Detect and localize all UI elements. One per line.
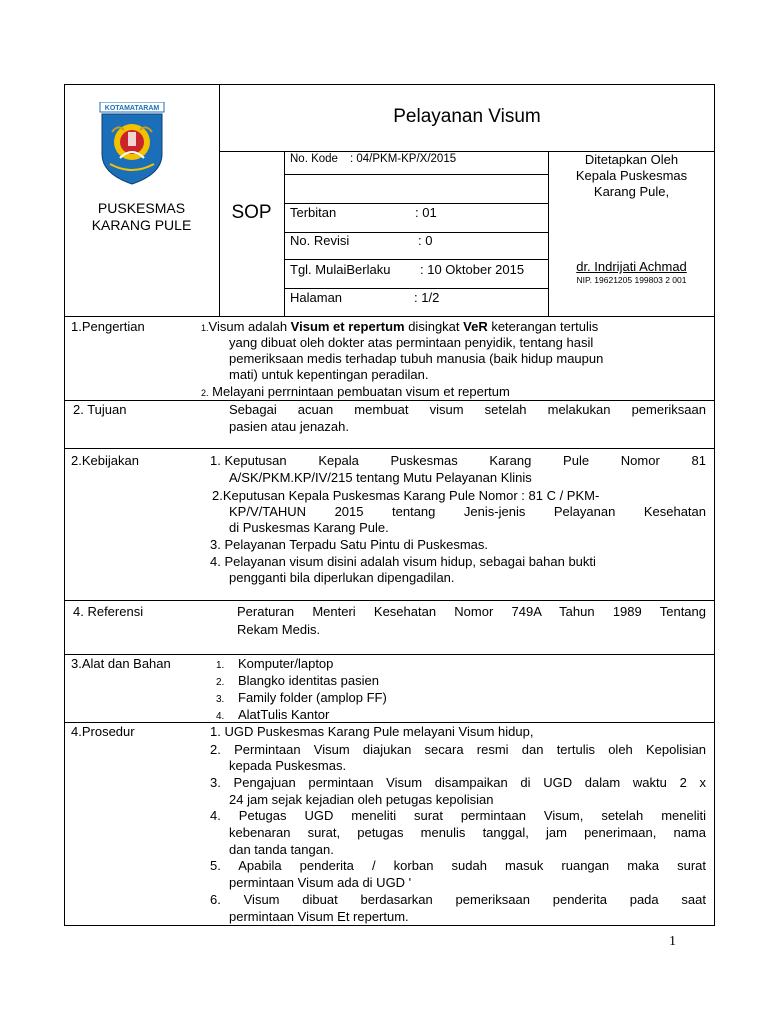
pengertian-item2: 2. Melayani perrnintaan pembuatan visum et repertum xyxy=(201,384,510,399)
ditetapkan-line1: Ditetapkan Oleh xyxy=(584,152,679,167)
tgl-value: : 10 Oktober 2015 xyxy=(420,262,525,277)
signer-nip: NIP. 19621205 199803 2 001 xyxy=(576,275,687,285)
section-label-alat: 3.Alat dan Bahan xyxy=(71,656,171,671)
kebijakan-item2-line2: KP/V/TAHUN 2015 tentang Jenis-jenis Pelayanan Kesehatan xyxy=(229,504,706,519)
section-label-referensi: 4. Referensi xyxy=(73,604,144,619)
prosedur-item3-line2: 24 jam sejak kejadian oleh petugas kepolisian xyxy=(229,792,494,807)
pengertian-item1-number: 1. xyxy=(201,323,209,333)
alat-item-text: AlatTulis Kantor xyxy=(238,707,330,722)
no-kode-value: : 04/PKM-KP/X/2015 xyxy=(350,153,457,165)
prosedur-item3-line1: 3. Pengajuan permintaan Visum disampaikan di UGD dalam waktu 2 x xyxy=(210,775,706,790)
info-row-line-5 xyxy=(284,288,549,289)
sep-tujuan xyxy=(64,448,715,449)
sop-label: SOP xyxy=(231,202,272,223)
section-label-kebijakan: 2.Kebijakan xyxy=(71,453,139,468)
prosedur-item6-line2: permintaan Visum Et repertum. xyxy=(229,909,409,924)
org-name-line1: PUSKESMAS xyxy=(97,200,186,216)
halaman-value: : 1/2 xyxy=(414,290,440,305)
alat-item: 1. xyxy=(216,660,225,671)
table-bottom-border xyxy=(64,925,715,926)
terbitan-value: : 01 xyxy=(415,205,437,220)
kebijakan-item2-line3: di Puskesmas Karang Pule. xyxy=(229,520,389,535)
page-title: Pelayanan Visum xyxy=(393,106,541,127)
table-top-border xyxy=(64,84,715,85)
prosedur-item4-line1: 4. Petugas UGD meneliti surat permintaan Visum, setelah meneliti xyxy=(210,808,706,823)
kebijakan-item3: 3. Pelayanan Terpadu Satu Pintu di Puskesmas. xyxy=(210,537,488,552)
info-row-line-1 xyxy=(284,174,549,175)
kebijakan-item4-line1: 4. Pelayanan visum disini adalah visum hidup, sebagai bahan bukti xyxy=(210,554,596,569)
pengertian-item1-line4: mati) untuk kepentingan peradilan. xyxy=(229,367,429,382)
section-label-tujuan: 2. Tujuan xyxy=(73,402,127,417)
prosedur-item6-line1: 6. Visum dibuat berdasarkan pemeriksaan penderita pada saat xyxy=(210,892,706,907)
sep-alat xyxy=(64,722,715,723)
header-bottom xyxy=(64,316,715,317)
tujuan-line1: Sebagai acuan membuat visum setelah melakukan pemeriksaan xyxy=(229,402,706,417)
revisi-label: No. Revisi xyxy=(290,233,350,248)
kebijakan-item1-line1: 1. Keputusan Kepala Puskesmas Karang Pule Nomor 81 xyxy=(210,453,706,468)
org-name-line2: KARANG PULE xyxy=(91,217,192,233)
prosedur-item4-line3: dan tanda tangan. xyxy=(229,842,334,857)
page-number: 1 xyxy=(669,934,676,949)
prosedur-item2-line2: kepada Puskesmas. xyxy=(229,758,347,773)
prosedur-item1: 1. UGD Puskesmas Karang Pule melayani Visum hidup, xyxy=(210,724,534,739)
section-label-prosedur: 4.Prosedur xyxy=(71,724,135,739)
pengertian-item1-line3: pemeriksaan medis terhadap tubuh manusia (baik hidup maupun xyxy=(229,351,604,366)
tgl-label: Tgl. MulaiBerlaku xyxy=(290,262,391,277)
table-right-border xyxy=(714,84,715,926)
no-kode-label: No. Kode xyxy=(290,153,338,165)
tujuan-line2: pasien atau jenazah. xyxy=(229,419,349,434)
prosedur-item5-line2: permintaan Visum ada di UGD ' xyxy=(229,875,412,890)
info-row-line-2 xyxy=(284,203,549,204)
prosedur-item5-line1: 5. Apabila penderita / korban sudah masuk ruangan maka surat xyxy=(210,858,706,873)
referensi-line1: Peraturan Menteri Kesehatan Nomor 749A Tahun 1989 Tentang xyxy=(237,604,706,619)
header-divider-sop xyxy=(284,151,285,316)
alat-item-text: Komputer/laptop xyxy=(238,656,334,671)
halaman-label: Halaman xyxy=(290,290,343,305)
ditetapkan-line3: Karang Pule, xyxy=(593,184,670,199)
section-label-pengertian: 1.Pengertian xyxy=(71,319,145,334)
terbitan-label: Terbitan xyxy=(290,205,337,220)
prosedur-item4-line2: kebenaran surat, petugas menulis tanggal, jam penerimaan, nama xyxy=(229,825,706,840)
kebijakan-item4-line2: pengganti bila diperlukan dipengadilan. xyxy=(229,570,455,585)
kebijakan-item2-line1: 2.Keputusan Kepala Puskesmas Karang Pule Nomor : 81 C / PKM- xyxy=(212,488,600,503)
kota-mataram-emblem-icon xyxy=(98,102,166,186)
kebijakan-item1-line2: A/SK/PKM.KP/IV/215 tentang Mutu Pelayanan Klinis xyxy=(229,470,532,485)
ditetapkan-line2: Kepala Puskesmas xyxy=(575,168,688,183)
logo xyxy=(98,102,166,186)
info-row-line-4 xyxy=(284,259,549,260)
alat-item-text: Family folder (amplop FF) xyxy=(238,690,387,705)
logo-banner-text: KOTAMATARAM xyxy=(104,105,160,112)
sep-referensi xyxy=(64,654,715,655)
alat-item: 2. xyxy=(216,677,225,688)
sep-kebijakan xyxy=(64,600,715,601)
signer-name: dr. Indrijati Achmad xyxy=(576,259,687,274)
alat-item: 4. xyxy=(216,711,225,722)
pengertian-item1-line2: yang dibuat oleh dokter atas permintaan penyidik, tentang hasil xyxy=(229,335,594,350)
alat-item-text: Blangko identitas pasien xyxy=(238,673,379,688)
pengertian-item1-line1: 1.Visum adalah Visum et repertum disingkat VeR keterangan tertulis xyxy=(201,319,599,334)
alat-item: 3. xyxy=(216,694,225,705)
revisi-value: : 0 xyxy=(418,233,433,248)
prosedur-item2-line1: 2. Permintaan Visum diajukan secara resmi dan tertulis oleh Kepolisian xyxy=(210,742,706,757)
referensi-line2: Rekam Medis. xyxy=(237,622,321,637)
